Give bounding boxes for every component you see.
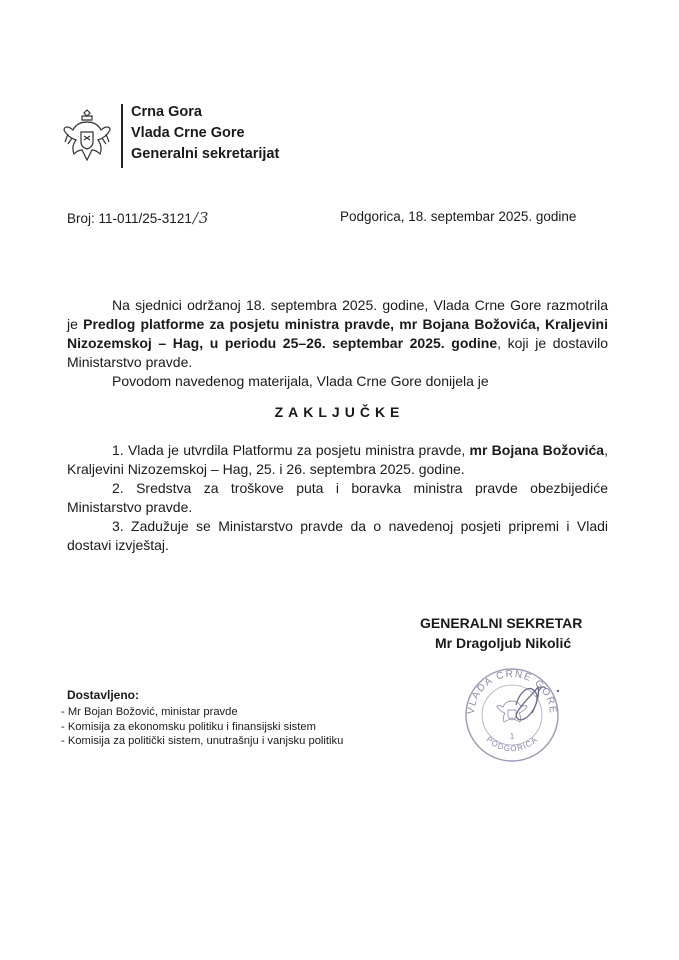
signature-name: Mr Dragoljub Nikolić: [435, 635, 572, 651]
svg-text:VLADA CRNE GORE: [466, 669, 558, 715]
coat-of-arms-icon: [62, 106, 112, 166]
distribution-heading: Dostavljeno:: [67, 688, 140, 702]
decision-intro: Povodom navedenog materijala, Vlada Crne Gore donijela je: [112, 373, 489, 389]
intro-paragraph: [67, 296, 608, 372]
institution-header: [131, 102, 279, 165]
intro-text-a: Na sjednici održanoj 18. septembra 2025. godine, Vlada Crne Gore razmotrila je: [67, 297, 608, 332]
distribution-list: [61, 705, 343, 749]
conclusions-heading: ZAKLJUČKE: [274, 404, 405, 420]
stamp-city: PODGORICA: [484, 734, 540, 754]
conclusion-2: 2. Sredstva za troškove puta i boravka ministra pravde obezbijediće Ministarstvo pravde.: [67, 480, 608, 515]
stamp-number: 1: [509, 732, 515, 741]
header-country: Crna Gora: [131, 104, 202, 120]
conclusion-1-text-b: , Kraljevini Nizozemskoj – Hag, 25. i 26. septembra 2025. godine.: [67, 442, 608, 477]
list-item: - Komisija za ekonomsku politiku i finansijski sistem: [61, 720, 343, 735]
list-item: - Komisija za politički sistem, unutrašnju i vanjsku politiku: [61, 734, 343, 749]
header-divider: [121, 104, 123, 168]
list-item: - Mr Bojan Božović, ministar pravde: [61, 705, 343, 720]
header-secretariat: Generalni sekretarijat: [131, 146, 280, 162]
intro-subject-bold: Predlog platforme za posjetu ministra pravde, mr Bojana Božovića, Kraljevini Nizozemskoj – Hag, u periodu 25–26. septembar 2025. godine: [67, 316, 608, 351]
signature-title: GENERALNI SEKRETAR: [420, 615, 583, 631]
stamp-text: VLADA CRNE GORE: [465, 668, 559, 715]
conclusion-1-name-bold: mr Bojana Božovića: [469, 442, 605, 458]
conclusion-1-text-a: 1. Vlada je utvrdila Platformu za posjetu ministra pravde,: [112, 442, 470, 458]
conclusion-3: 3. Zadužuje se Ministarstvo pravde da o navedenoj posjeti pripremi i Vladi dostavi izvještaj.: [67, 518, 608, 553]
reference-number: [67, 209, 208, 227]
handwritten-suffix: / 3: [193, 209, 209, 227]
header-government: Vlada Crne Gore: [131, 125, 245, 141]
official-stamp: [452, 657, 572, 767]
conclusion-1: [67, 441, 608, 479]
intro-text-b: , koji je dostavilo Ministarstvo pravde.: [67, 335, 609, 370]
place-date: Podgorica, 18. septembar 2025. godine: [340, 209, 577, 224]
reference-number-text: Broj: 11-011/25-3121: [67, 211, 192, 226]
